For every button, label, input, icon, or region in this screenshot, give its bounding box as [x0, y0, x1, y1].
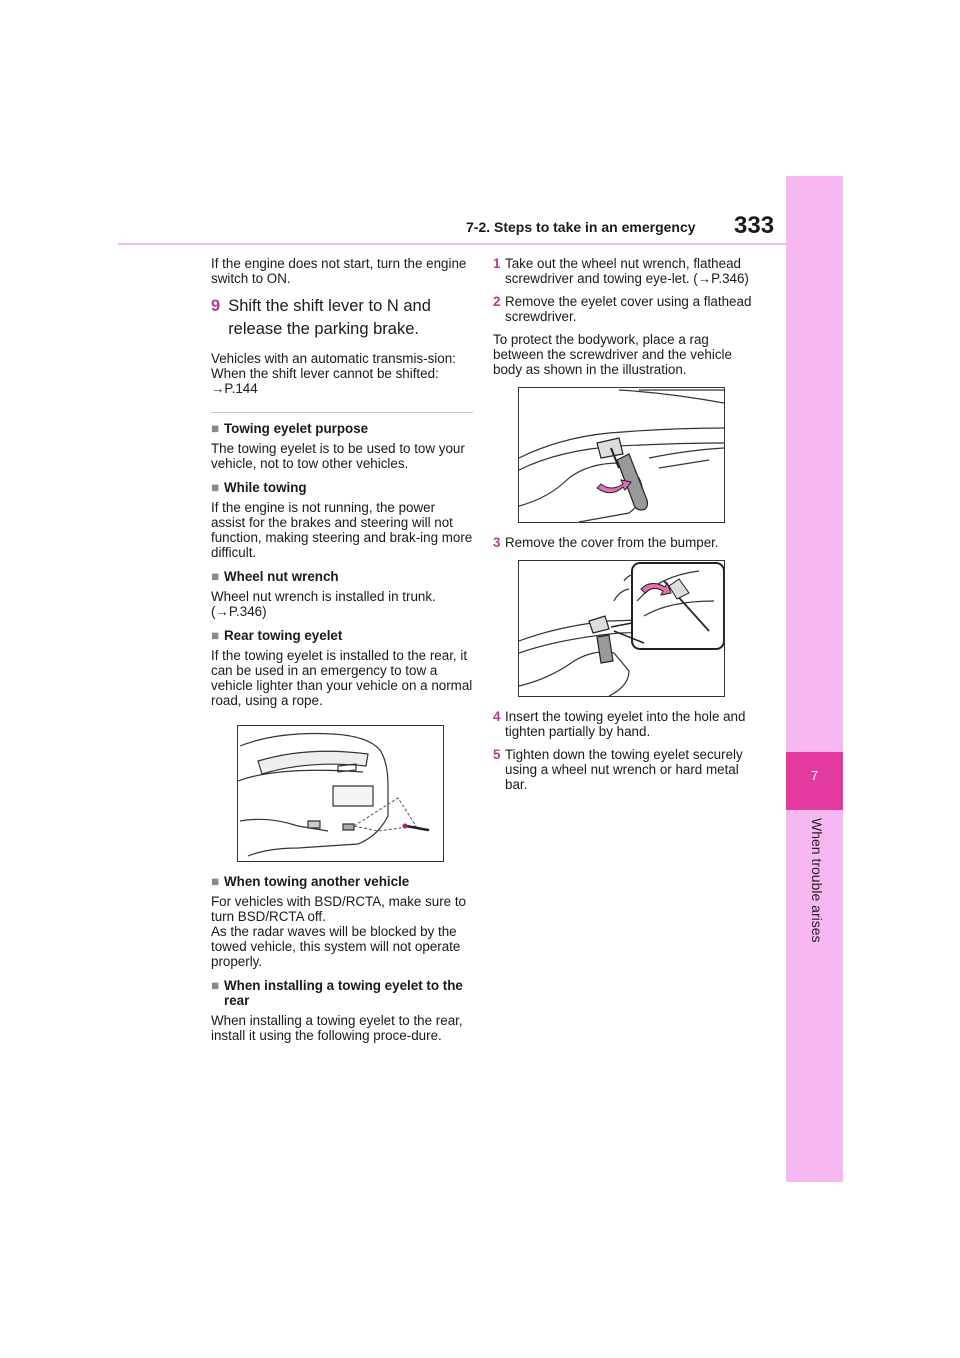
- chapter-title: When trouble arises: [809, 818, 825, 943]
- step-number: 4: [493, 709, 501, 724]
- step-2: [493, 294, 761, 324]
- chapter-number: 7: [810, 768, 819, 783]
- bodywork-note: To protect the bodywork, place a rag between the screwdriver and the vehicle body as shown in the illustration.: [493, 332, 732, 377]
- subhead-towing-eyelet-purpose: ■ Towing eyelet purpose: [211, 421, 369, 436]
- page-number: 333: [734, 212, 775, 239]
- step-4: [493, 709, 761, 739]
- rear-towing-eyelet-illustration: [237, 725, 444, 862]
- section-divider: [211, 412, 473, 413]
- body-radar-waves: As the radar waves will be blocked by the towed vehicle, this system will not operate properly.: [211, 924, 461, 969]
- header-rule: [118, 243, 786, 245]
- square-bullet-icon: ■: [211, 628, 220, 643]
- square-bullet-icon: ■: [211, 978, 220, 993]
- left-column: [211, 256, 473, 1052]
- step-text: Tighten down the towing eyelet securely using a wheel nut wrench or hard metal bar.: [505, 747, 743, 792]
- screwdriver-illustration: [519, 388, 724, 522]
- body-when-installing-towing-eyelet: When installing a towing eyelet to the rear, install it using the following proce-dure.: [211, 1013, 463, 1043]
- square-bullet-icon: ■: [211, 421, 220, 436]
- body-wheel-nut-wrench[interactable]: Wheel nut wrench is installed in trunk. (→P.346): [211, 589, 436, 619]
- step-number: 3: [493, 535, 501, 550]
- step-number: 5: [493, 747, 501, 762]
- step-number: 2: [493, 294, 501, 309]
- chapter-sidebar: [786, 176, 843, 1182]
- body-bsd-rcta: For vehicles with BSD/RCTA, make sure to turn BSD/RCTA off.: [211, 894, 466, 924]
- square-bullet-icon: ■: [211, 874, 220, 889]
- intro-text: If the engine does not start, turn the engine switch to ON.: [211, 256, 467, 286]
- square-bullet-icon: ■: [211, 569, 220, 584]
- remove-cover-illustration: [518, 560, 725, 697]
- subhead-while-towing: ■ While towing: [211, 480, 307, 495]
- body-towing-eyelet-purpose: The towing eyelet is to be used to tow your vehicle, not to tow other vehicles.: [211, 441, 465, 471]
- step-text[interactable]: Take out the wheel nut wrench, flathead screwdriver and towing eye-let. (→P.346): [505, 256, 749, 286]
- step-number: 9: [211, 297, 221, 315]
- bumper-cover-illustration: [519, 561, 724, 696]
- step-text: Remove the cover from the bumper.: [505, 535, 719, 550]
- step-3: [493, 535, 761, 550]
- subhead-rear-towing-eyelet: ■ Rear towing eyelet: [211, 628, 343, 643]
- subhead-when-towing-another-vehicle: ■ When towing another vehicle: [211, 874, 410, 889]
- body-rear-towing-eyelet: If the towing eyelet is installed to the rear, it can be used in an emergency to tow a vehicle lighter than your vehicle on a normal road, using a rope.: [211, 648, 473, 708]
- right-column: [493, 256, 761, 800]
- step-number: 1: [493, 256, 501, 271]
- step-9: [211, 295, 473, 341]
- square-bullet-icon: ■: [211, 480, 220, 495]
- step-text: Remove the eyelet cover using a flathead screwdriver.: [505, 294, 752, 324]
- transmission-note: Vehicles with an automatic transmis-sion: When the shift lever cannot be shifted: →P.144: [211, 351, 456, 396]
- subhead-when-installing-towing-eyelet: ■ When installing a towing eyelet to the rear: [211, 978, 463, 1008]
- subhead-wheel-nut-wrench: ■ Wheel nut wrench: [211, 569, 339, 584]
- step-text: Shift the shift lever to N and release the parking brake.: [228, 297, 431, 338]
- body-while-towing: If the engine is not running, the power assist for the brakes and steering will not function, making steering and brak-ing more difficult.: [211, 500, 473, 560]
- step-5: [493, 747, 761, 792]
- remove-eyelet-cover-illustration: [518, 387, 725, 523]
- section-title: 7-2. Steps to take in an emergency: [466, 219, 696, 235]
- step-text: Insert the towing eyelet into the hole and tighten partially by hand.: [505, 709, 746, 739]
- car-rear-illustration: [238, 726, 443, 861]
- step-1: [493, 256, 761, 286]
